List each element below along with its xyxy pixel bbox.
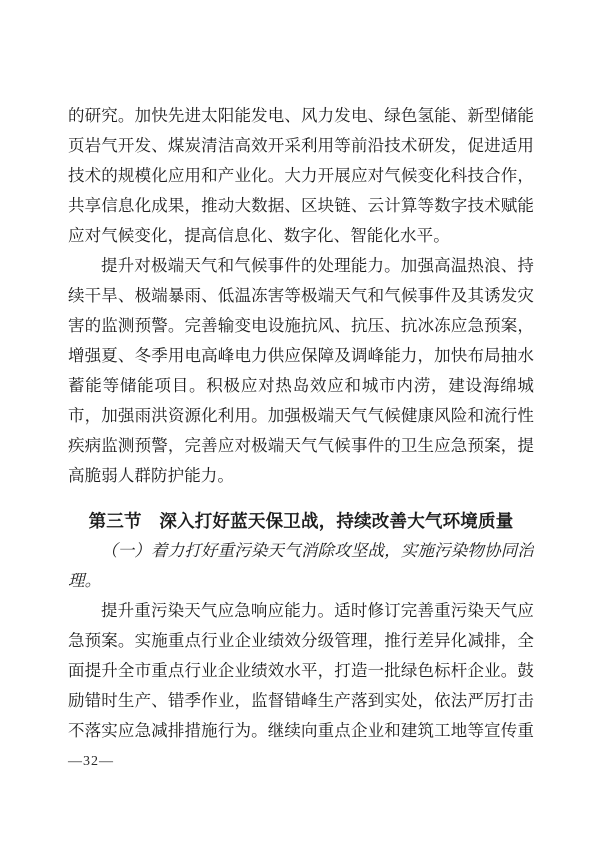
paragraph-line: 面提升全市重点行业企业绩效水平，打造一批绿色标杆企业。鼓 [68,661,534,680]
paragraph-line: 续干旱、极端暴雨、低温冻害等极端天气和气候事件及其诱发灾 [68,286,534,305]
paragraph-line: 的研究。加快先进太阳能发电、风力发电、绿色氢能、新型储能 [68,106,534,125]
paragraph-line: 害的监测预警。完善输变电设施抗风、抗压、抗冰冻应急预案， [68,316,534,335]
paragraph-line: 提升重污染天气应急响应能力。适时修订完善重污染天气应 [101,601,534,620]
paragraph-line: 高脆弱人群防护能力。 [68,466,234,485]
paragraph-line: 疾病监测预警，完善应对极端天气气候事件的卫生应急预案，提 [68,436,534,455]
paragraph-line: 技术的规模化应用和产业化。大力开展应对气候变化科技合作， [68,166,534,185]
page-footer [68,750,114,774]
paragraph-1 [68,101,534,251]
paragraph-line: 市，加强雨洪资源化利用。加强极端天气气候健康风险和流行性 [68,406,534,425]
paragraph-line: 增强夏、冬季用电高峰电力供应保障及调峰能力，加快布局抽水 [68,346,534,365]
paragraph-line: 页岩气开发、煤炭清洁高效开采利用等前沿技术研发，促进适用 [68,136,534,155]
subsection-line: 理。 [68,571,102,590]
paragraph-line: 共享信息化成果，推动大数据、区块链、云计算等数字技术赋能 [68,196,534,215]
subsection-line: （一）着力打好重污染天气消除攻坚战，实施污染物协同治 [101,541,534,560]
paragraph-3 [68,596,534,746]
page-content [68,101,534,746]
paragraph-line: 提升对极端天气和气候事件的处理能力。加强高温热浪、持 [101,256,534,275]
paragraph-line: 励错时生产、错季作业，监督错峰生产落到实处，依法严厉打击 [68,691,534,710]
paragraph-line: 急预案。实施重点行业企业绩效分级管理，推行差异化减排，全 [68,631,534,650]
paragraph-line: 应对气候变化，提高信息化、数字化、智能化水平。 [68,226,450,245]
paragraph-line: 不落实应急减排措施行为。继续向重点企业和建筑工地等宣传重 [68,721,534,740]
paragraph-2 [68,251,534,491]
page-number: —32— [68,754,114,769]
section-heading: 第三节 深入打好蓝天保卫战，持续改善大气环境质量 [88,511,514,531]
subsection-heading [68,536,534,596]
paragraph-line: 蓄能等储能项目。积极应对热岛效应和城市内涝，建设海绵城 [68,376,534,395]
